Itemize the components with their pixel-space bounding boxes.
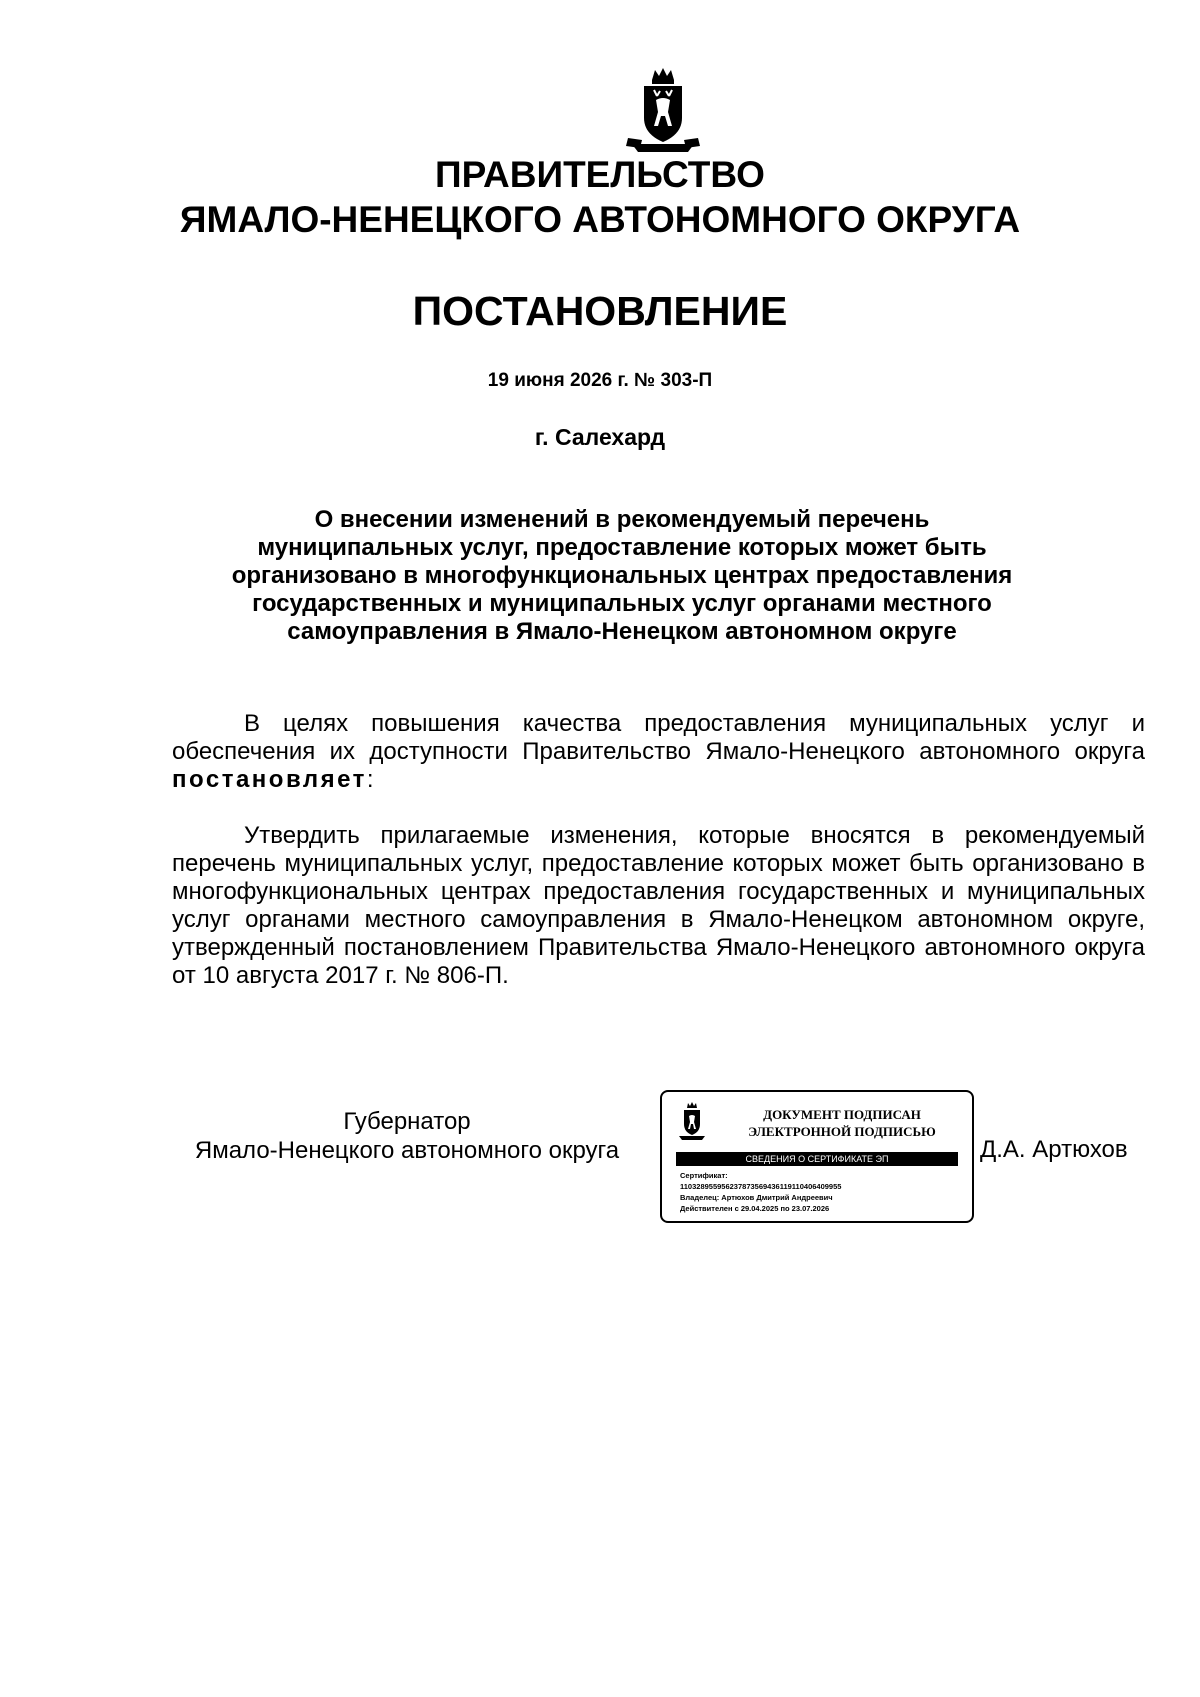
certificate-details [680, 1170, 841, 1214]
document-city: г. Салехард [534, 424, 666, 450]
body-paragraph-1 [172, 710, 1145, 794]
stamp-title-line1: ДОКУМЕНТ ПОДПИСАН [763, 1107, 921, 1122]
signatory-name: Д.А. Артюхов [980, 1136, 1128, 1163]
title-line: О внесении изменений в рекомендуемый перечень [314, 506, 930, 533]
body-paragraph-2 [172, 822, 1145, 990]
paragraph2-text: Утвердить прилагаемые изменения, которые вносятся в рекомендуемый перечень муниципальных услуг, предоставление которых может быть организовано в многофункциональных центрах предоставления государственных и муниципальных услуг органами местного самоуправления в Ямало-Ненецком автономном округе, утвержденный постановлением Правительства Ямало-Ненецкого автономного округа от 10 августа 2017 г. № 806-П. [172, 822, 1145, 989]
title-line: муниципальных услуг, предоставление которых может быть [257, 534, 987, 561]
resolution-keyword: постановляет [172, 766, 367, 793]
electronic-signature-stamp [660, 1090, 974, 1223]
certificate-owner: Владелец: Артюхов Дмитрий Андреевич [680, 1193, 833, 1202]
certificate-number: 110328955956237873569436119110406409955 [680, 1182, 842, 1191]
certificate-validity: Действителен с 29.04.2025 по 23.07.2026 [680, 1204, 830, 1213]
paragraph1-text: В целях повышения качества предоставления муниципальных услуг и обеспечения их доступности Правительство Ямало-Ненецкого автономного округа [172, 710, 1145, 765]
stamp-title [722, 1106, 962, 1140]
document-date-number: 19 июня 2026 г. № 303-П [487, 370, 713, 391]
coat-of-arms-icon [624, 66, 702, 156]
stamp-coat-of-arms-icon [676, 1102, 708, 1142]
certificate-label: Сертификат: [680, 1171, 728, 1180]
position-line2: Ямало-Ненецкого автономного округа [194, 1137, 620, 1164]
government-name-line1: ПРАВИТЕЛЬСТВО [435, 154, 765, 195]
document-type: ПОСТАНОВЛЕНИЕ [412, 288, 788, 334]
document-title [172, 506, 1072, 646]
position-line1: Губернатор [343, 1108, 471, 1135]
signatory-position [172, 1107, 642, 1165]
stamp-title-line2: ЭЛЕКТРОННОЙ ПОДПИСЬЮ [748, 1124, 936, 1139]
title-line: государственных и муниципальных услуг органами местного [252, 590, 992, 617]
title-line: организовано в многофункциональных центрах предоставления [231, 562, 1013, 589]
government-name-line2: ЯМАЛО-НЕНЕЦКОГО АВТОНОМНОГО ОКРУГА [179, 199, 1021, 240]
paragraph1-end: : [366, 766, 374, 793]
title-line: самоуправления в Ямало-Ненецком автономном округе [287, 618, 957, 645]
certificate-info-bar: СВЕДЕНИЯ О СЕРТИФИКАТЕ ЭП [676, 1152, 958, 1166]
